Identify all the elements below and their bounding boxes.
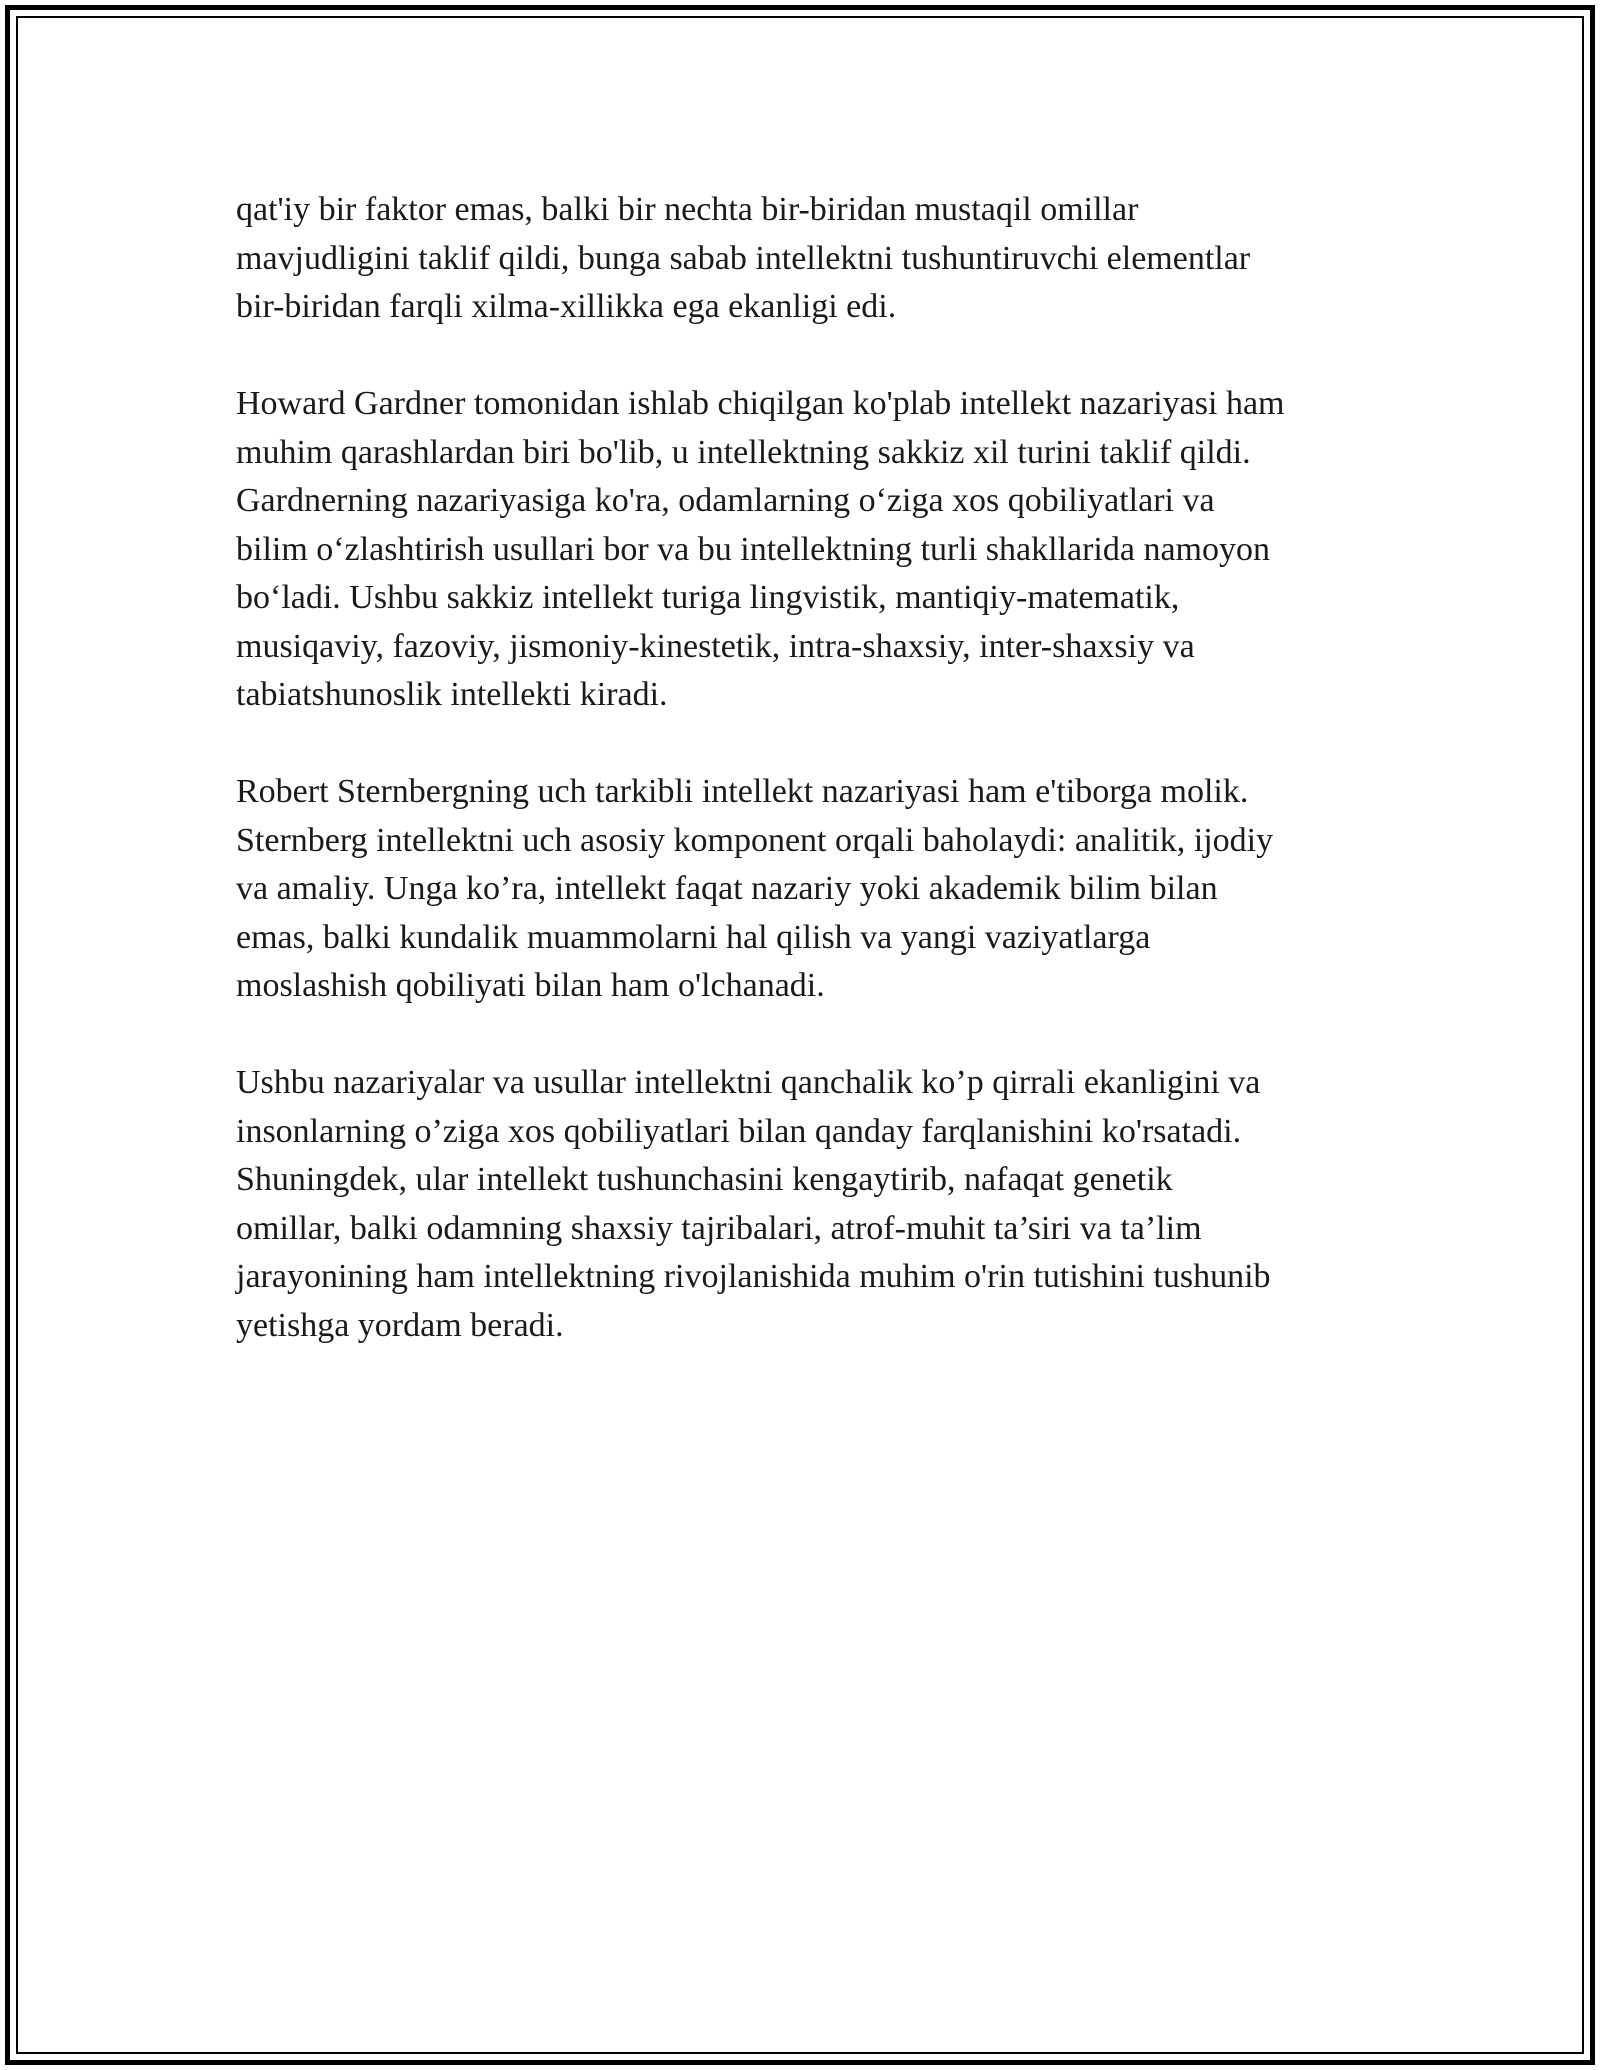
paragraph-conclusion: Ushbu nazariyalar va usullar intellektni qanchalik ko’p qirrali ekanligini va insonlarning o’ziga xos qobiliyatlari bilan qanday farqlanishini ko'rsatadi. Shuningdek, ular intellekt tushunchasini kengaytirib, nafaqat genetik omillar, balki odamning shaxsiy tajribalari, atrof-muhit ta’siri va ta’lim jarayonining ham intellektning rivojlanishida muhim o'rin tutishini tushunib yetishga yordam beradi. [236, 1064, 1271, 1344]
paragraph-factor-theory: qat'iy bir faktor emas, balki bir nechta bir-biridan mustaqil omillar mavjudligini taklif qildi, bunga sabab intellektni tushuntiruvchi elementlar bir-biridan farqli xilma-xillikka ega ekanligi edi. [236, 191, 1251, 325]
document-body [236, 186, 1386, 1399]
paragraph-sternberg: Robert Sternbergning uch tarkibli intellekt nazariyasi ham e'tiborga molik. Sternberg intellektni uch asosiy komponent orqali baholaydi: analitik, ijodiy va amaliy. Unga ko’ra, intellekt faqat nazariy yoki akademik bilim bilan emas, balki kundalik muammolarni hal qilish va yangi vaziyatlarga moslashish qobiliyati bilan ham o'lchanadi. [236, 773, 1274, 1004]
paragraph-gardner: Howard Gardner tomonidan ishlab chiqilgan ko'plab intellekt nazariyasi ham muhim qarashlardan biri bo'lib, u intellektning sakkiz xil turini taklif qildi. Gardnerning nazariyasiga ko'ra, odamlarning o‘ziga xos qobiliyatlari va bilim o‘zlashtirish usullari bor va bu intellektning turli shakllarida namoyon bo‘ladi. Ushbu sakkiz intellekt turiga lingvistik, mantiqiy-matematik, musiqaviy, fazoviy, jismoniy-kinestetik, intra-shaxsiy, inter-shaxsiy va tabiatshunoslik intellekti kiradi. [236, 385, 1285, 713]
